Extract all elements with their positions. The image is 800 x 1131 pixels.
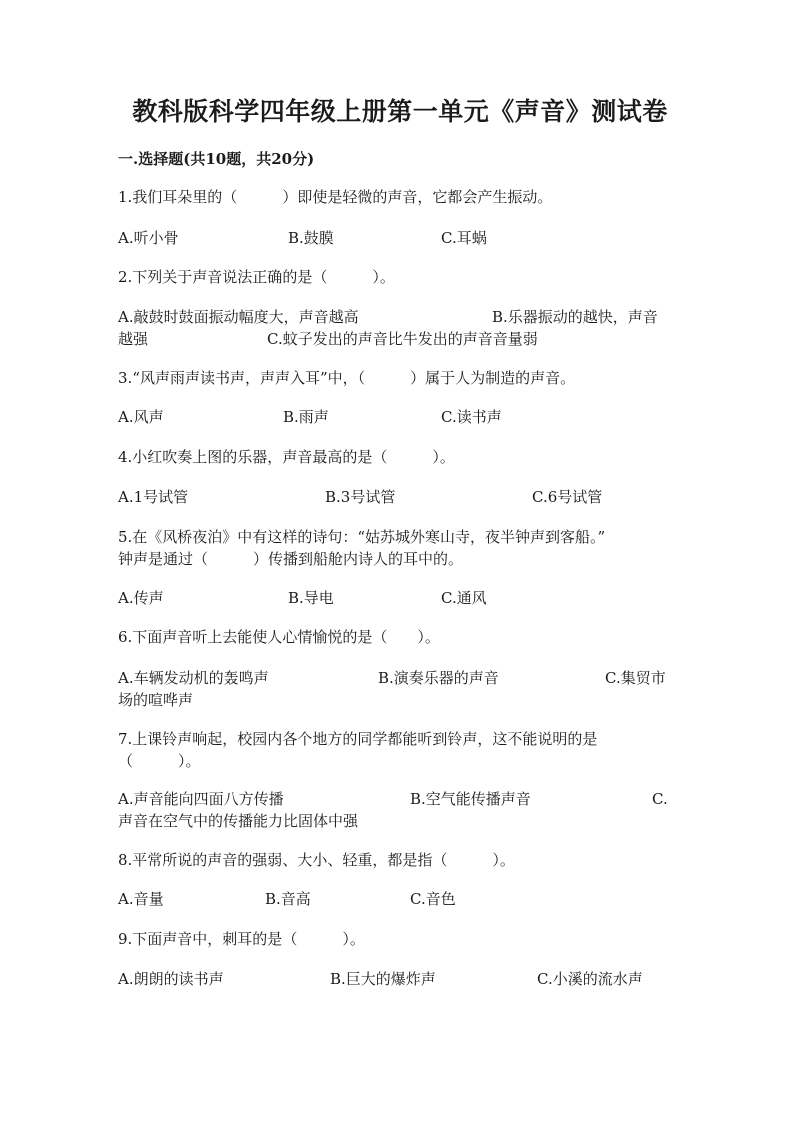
question-4: 4.小红吹奏上图的乐器，声音最高的是（ ）。 xyxy=(118,448,455,466)
option-c: C.蚊子发出的声音比牛发出的声音音量弱 xyxy=(267,330,538,348)
question-6: 6.下面声音听上去能使人心情愉悦的是（ ）。 xyxy=(118,628,440,646)
option-b: B.巨大的爆炸声 xyxy=(330,970,436,988)
option-a: A.音量 xyxy=(118,890,164,908)
option-b: B.乐器振动的越快，声音 xyxy=(492,308,658,326)
question-7-line-1: 7.上课铃声响起，校园内各个地方的同学都能听到铃声，这不能说明的是 xyxy=(118,730,598,748)
option-b: B.导电 xyxy=(288,589,334,607)
question-3-options xyxy=(118,406,678,450)
option-c: C.小溪的流水声 xyxy=(537,970,643,988)
option-a: A.传声 xyxy=(118,589,164,607)
option-c: C.耳蜗 xyxy=(441,229,487,247)
question-5-options xyxy=(118,587,678,631)
question-8: 8.平常所说的声音的强弱、大小、轻重，都是指（ ）。 xyxy=(118,851,515,869)
option-c-continued: 场的喧哗声 xyxy=(118,691,194,709)
option-b: B.雨声 xyxy=(283,408,329,426)
option-c: C.6号试管 xyxy=(532,488,603,506)
option-c: C.读书声 xyxy=(441,408,502,426)
option-c: C.音色 xyxy=(410,890,456,908)
option-a: A.风声 xyxy=(118,408,164,426)
option-c: C.通风 xyxy=(441,589,487,607)
question-9-options xyxy=(118,968,678,1012)
question-1-options xyxy=(118,227,678,271)
question-2: 2.下列关于声音说法正确的是（ ）。 xyxy=(118,268,395,286)
option-a: A.听小骨 xyxy=(118,229,179,247)
question-7-options xyxy=(118,788,678,832)
option-c-continued: 声音在空气中的传播能力比固体中强 xyxy=(118,812,359,830)
question-3: 3.“风声雨声读书声，声声入耳”中，（ ）属于人为制造的声音。 xyxy=(118,369,576,387)
question-9: 9.下面声音中，刺耳的是（ ）。 xyxy=(118,930,365,948)
option-a: A.车辆发动机的轰鸣声 xyxy=(118,669,269,687)
question-5-line-1: 5.在《风桥夜泊》中有这样的诗句：“姑苏城外寒山寺，夜半钟声到客船。” xyxy=(118,528,606,546)
question-8-options xyxy=(118,888,678,932)
option-b: B.音高 xyxy=(265,890,311,908)
section-heading: 一.选择题(共10题，共20分) xyxy=(118,150,315,168)
question-1: 1.我们耳朵里的（ ）即使是轻微的声音，它都会产生振动。 xyxy=(118,188,553,206)
option-b: B.演奏乐器的声音 xyxy=(378,669,499,687)
question-4-options xyxy=(118,486,678,530)
option-a: A.敲鼓时鼓面振动幅度大，声音越高 xyxy=(118,308,359,326)
question-7-line-2: （ ）。 xyxy=(118,752,201,770)
option-b: B.3号试管 xyxy=(325,488,396,506)
option-a: A.朗朗的读书声 xyxy=(118,970,224,988)
question-6-options xyxy=(118,667,678,711)
option-b: B.空气能传播声音 xyxy=(410,790,531,808)
option-b: B.鼓膜 xyxy=(288,229,334,247)
option-c: C.集贸市 xyxy=(605,669,666,687)
option-b-continued: 越强 xyxy=(118,330,149,348)
option-a: A.声音能向四面八方传播 xyxy=(118,790,284,808)
question-5-line-2: 钟声是通过（ ）传播到船舱内诗人的耳中的。 xyxy=(118,550,464,568)
option-a: A.1号试管 xyxy=(118,488,189,506)
question-2-options xyxy=(118,306,678,350)
page-title: 教科版科学四年级上册第一单元《声音》测试卷 xyxy=(132,97,668,126)
option-c: C. xyxy=(652,790,668,808)
